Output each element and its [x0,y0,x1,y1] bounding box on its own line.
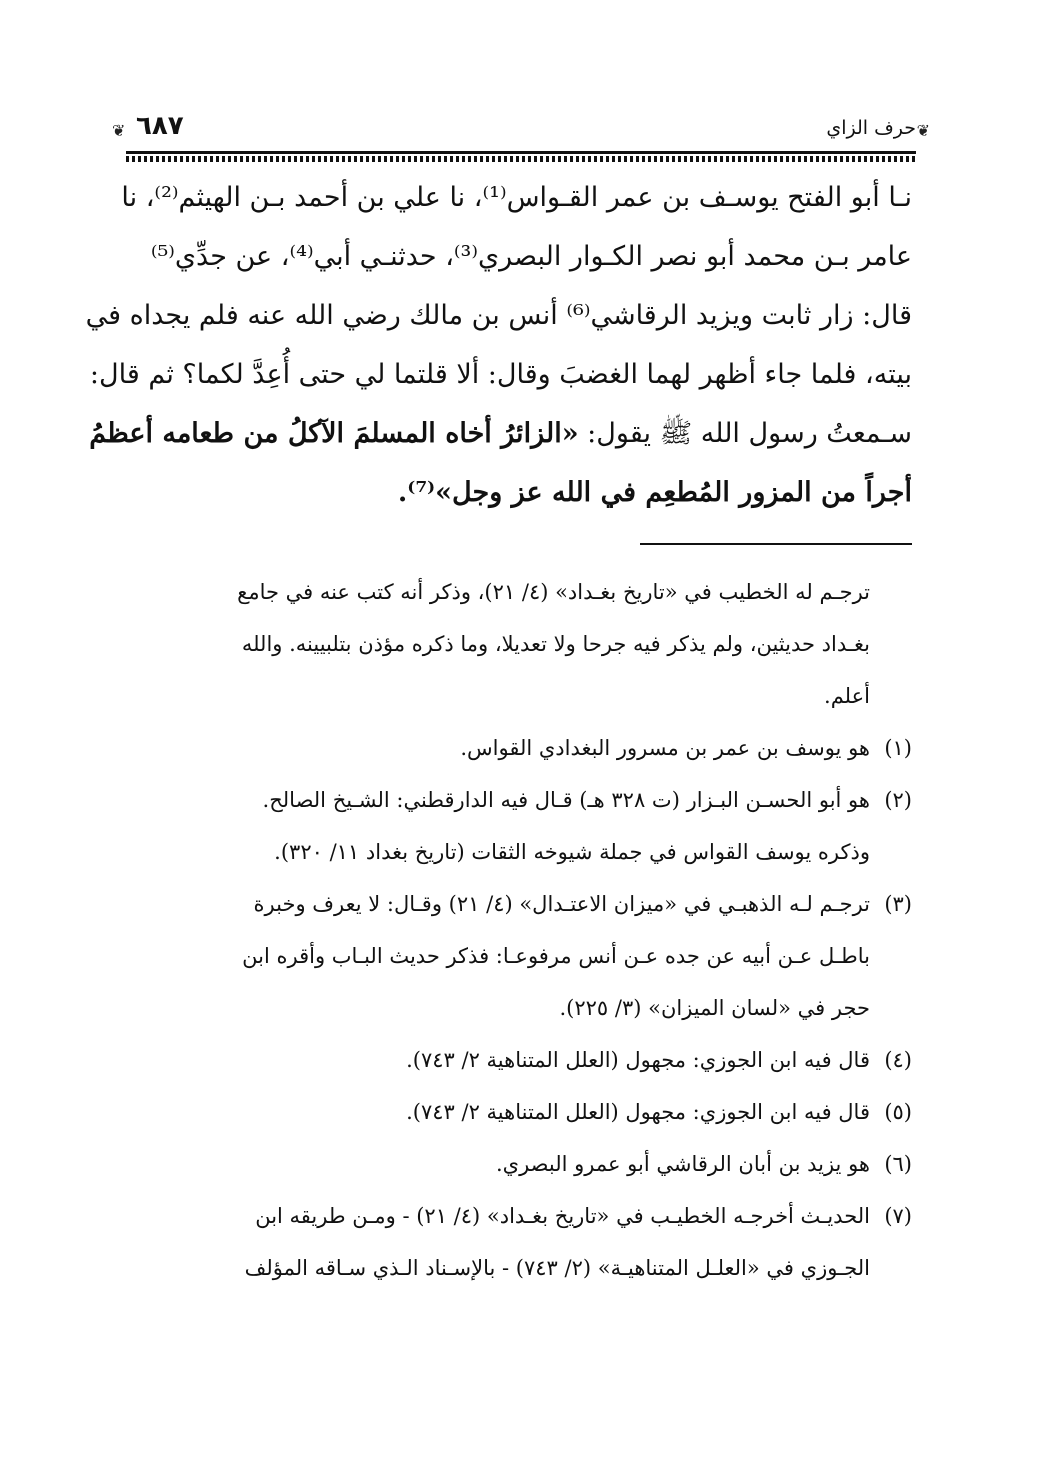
footnote-line: وذكره يوسف القواس في جملة شيوخه الثقات (تاريخ بغداد ١١/ ٣٢٠). [274,840,870,864]
footnote-intro-line: بغـداد حديثين، ولم يذكر فيه جرحا ولا تعديلا، وما ذكره مؤذن بتلبيينه. والله [241,632,870,656]
running-title: حرف الزاي [826,117,916,139]
footnote-line: الجـوزي في «العلـل المتناهيـة» (٢/ ٧٤٣) - بالإسـناد الـذي سـاقه المؤلف [244,1256,870,1280]
page-number: ٦٨٧ [136,111,184,141]
footnote-2 [132,774,912,878]
main-line-text: سـمعتُ رسول الله ﷺ يقول: [578,418,912,449]
main-line [89,404,912,463]
footnote-number: (١) [884,736,912,760]
main-text [85,168,912,522]
footnotes [132,566,912,1294]
footnote-number: (٥) [884,1100,912,1124]
footnote-line: هو يوسف بن عمر بن مسرور البغدادي القواس. [460,736,870,760]
footnote-line: قال فيه ابن الجوزي: مجهول (العلل المتناهية ٢/ ٧٤٣). [406,1048,870,1072]
main-line: قال: زار ثابت ويزيد الرقاشي⁽⁶⁾ أنس بن مالك رضي الله عنه فلم يجداه في [85,300,912,331]
footnote-intro-line: ترجـم له الخطيب في «تاريخ بغـداد» (٤/ ٢١)، وذكر أنه كتب عنه في جامع [237,580,870,604]
footnote-line: الحديـث أخرجـه الخطيـب في «تاريخ بغـداد» (٤/ ٢١) - ومـن طريقه ابن [255,1204,870,1228]
footnote-5 [132,1086,912,1138]
main-line: عامر بـن محمد أبو نصر الكـوار البصري⁽³⁾، حدثنـي أبي⁽⁴⁾، عن جدِّي⁽⁵⁾ [150,241,912,272]
footnote-line: ترجـم لـه الذهبـي في «ميزان الاعتـدال» (٤/ ٢١) وقـال: لا يعرف وخبرة [253,892,870,916]
footnote-4 [132,1034,912,1086]
footnote-line: حجر في «لسان الميزان» (٣/ ٢٢٥). [559,996,870,1020]
header-ornament-right-icon: ❦ [916,121,930,140]
footnote-line: هو يزيد بن أبان الرقاشي أبو عمرو البصري. [495,1152,870,1176]
footnote-line: قال فيه ابن الجوزي: مجهول (العلل المتناهية ٢/ ٧٤٣). [406,1100,870,1124]
footnote-number: (٣) [884,892,912,916]
header-ornament-left-icon: ❦ [112,121,126,140]
header-rule [126,151,916,154]
footnote-line: باطـل عـن أبيه عن جده عـن أنس مرفوعـا: فذكر حديث البـاب وأقره ابن [242,944,870,968]
footnote-line: هو أبو الحسـن البـزار (ت ٣٢٨ هـ) قـال فيه الدارقطني: الشـيخ الصالح. [262,788,870,812]
header-pattern-rule [126,156,916,162]
page-header [112,111,930,153]
footnote-6 [132,1138,912,1190]
footnote-intro-line: أعلم. [824,684,870,708]
footnote-separator [640,543,912,545]
footnote-number: (٦) [884,1152,912,1176]
footnote-number: (٢) [884,788,912,812]
footnote-7 [132,1190,912,1294]
footnote-3 [132,878,912,1034]
hadith-line: أجراً من المزور المُطعِم في الله عز وجل»⁽⁷⁾. [397,477,912,508]
footnote-number: (٤) [884,1048,912,1072]
footnote-number: (٧) [884,1204,912,1228]
hadith-text: «الزائرُ أخاه المسلمَ الآكلُ من طعامه أعظمُ [89,418,579,449]
main-line: بيته، فلما جاء أظهر لهما الغضبَ وقال: ألا قلتما لي حتى أُعِدَّ لكما؟ ثم قال: [89,359,912,390]
main-line: نـا أبو الفتح يوسـف بن عمر القـواس⁽¹⁾، نا علي بن أحمد بـن الهيثم⁽²⁾، نا [121,182,912,213]
footnote-1 [132,722,912,774]
